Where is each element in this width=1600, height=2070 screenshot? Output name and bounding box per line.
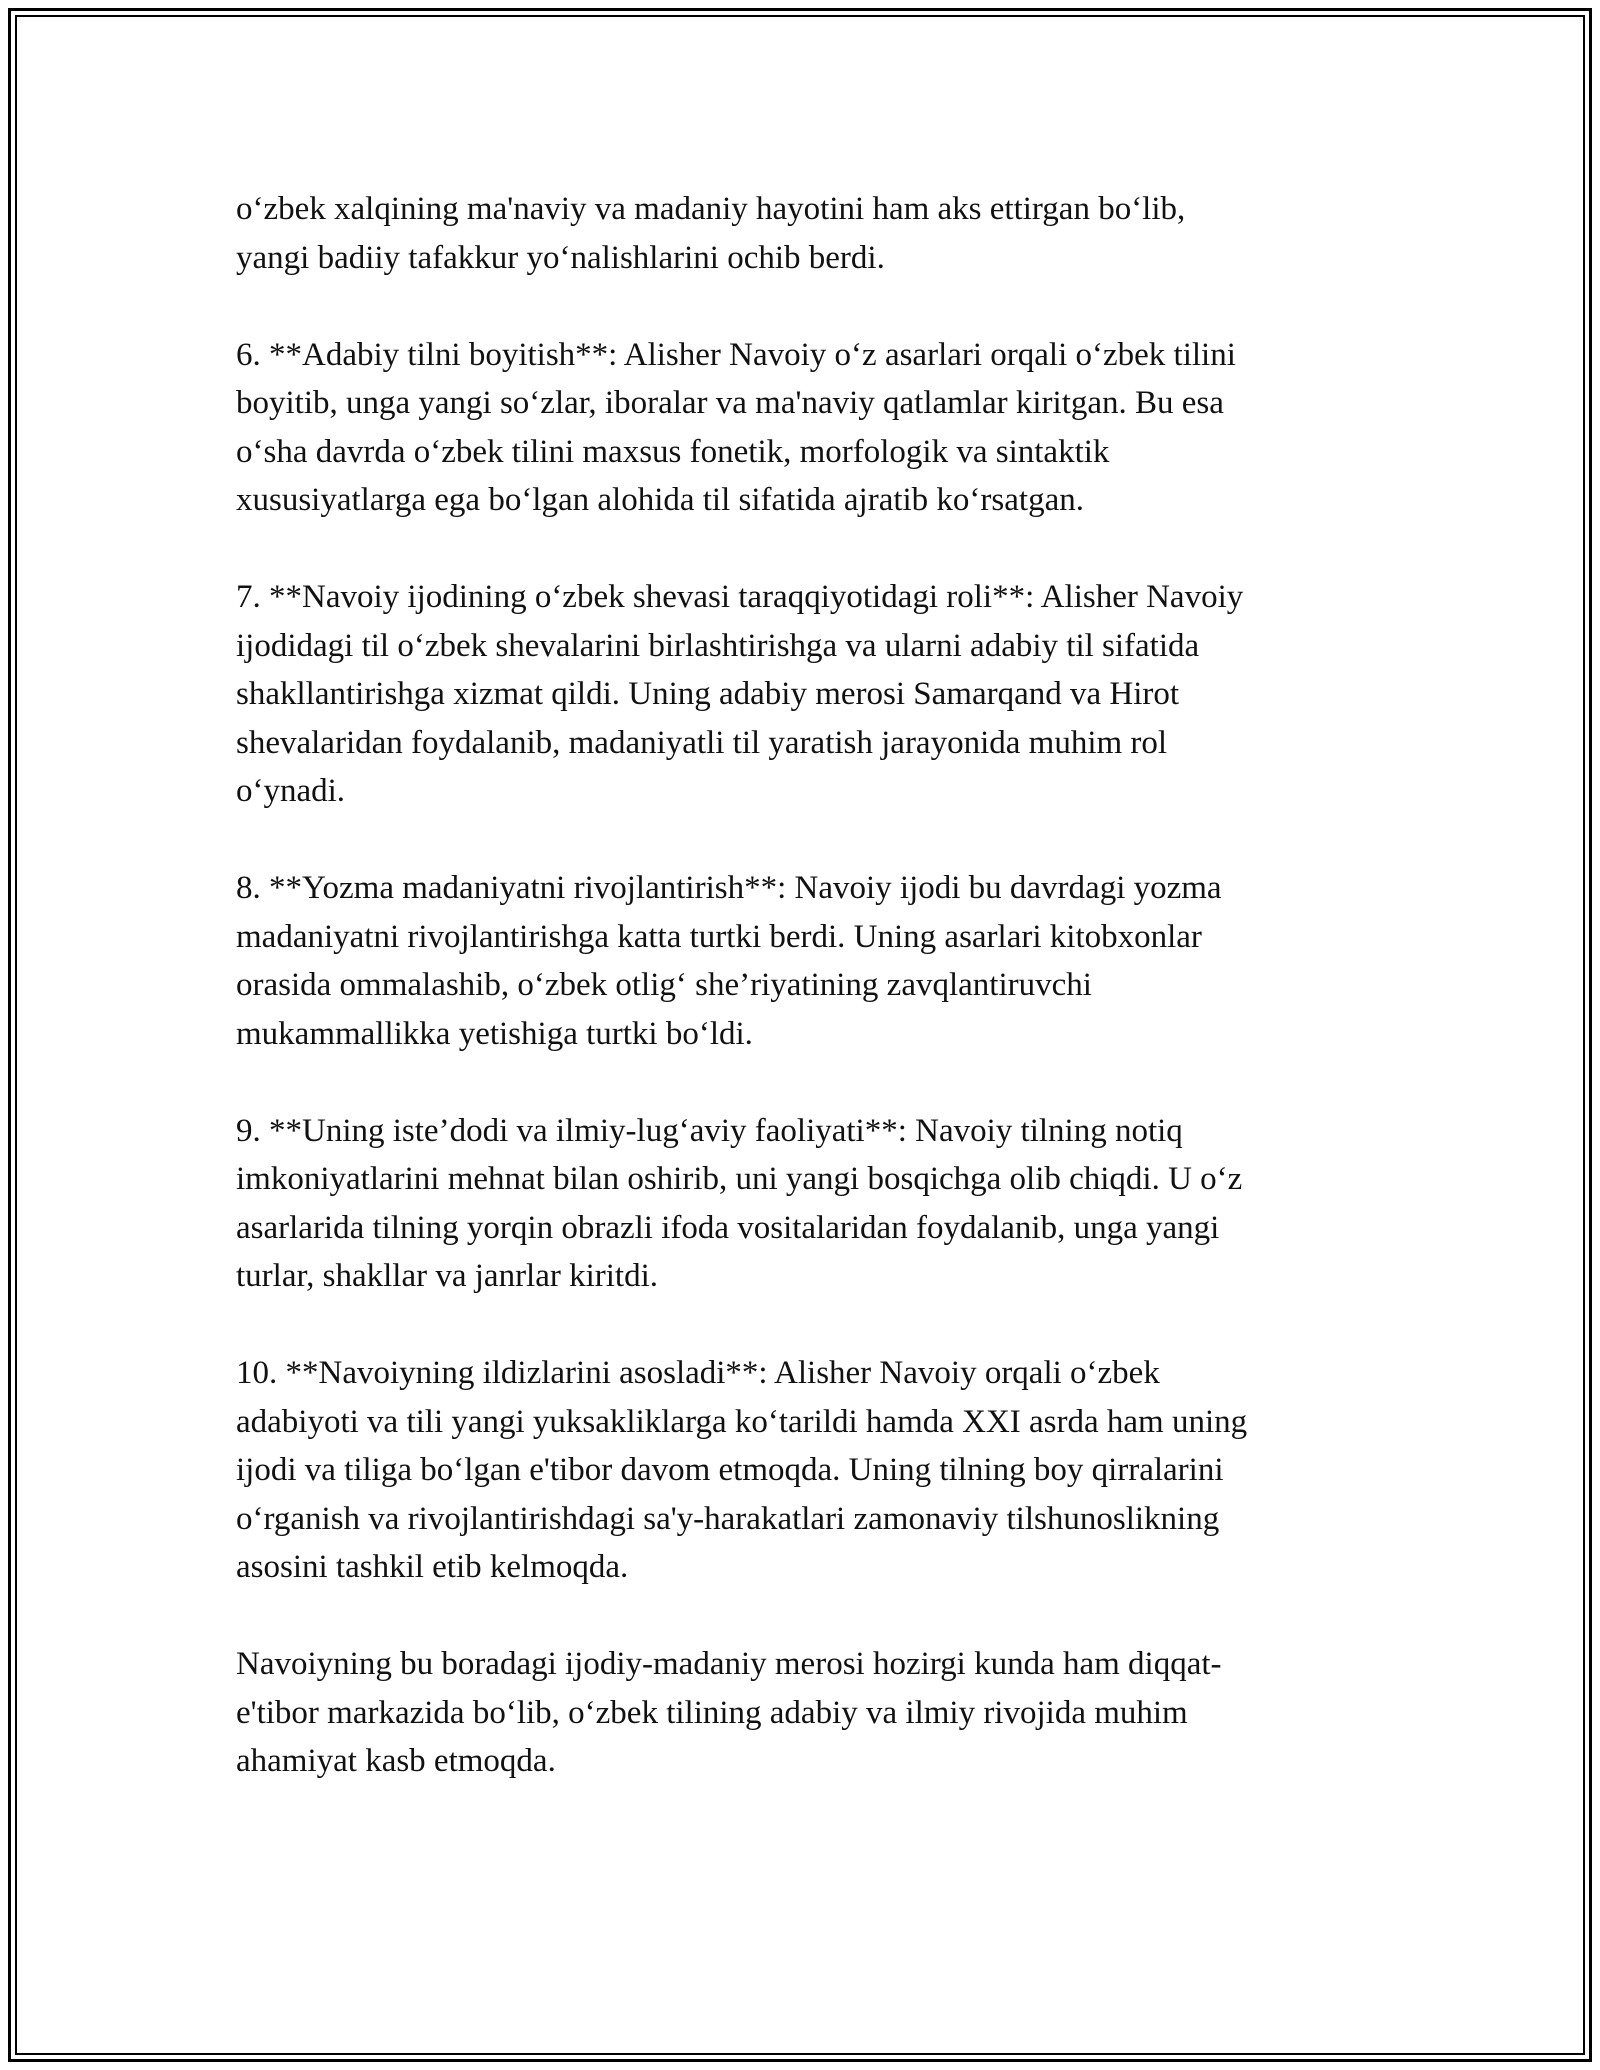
text-line: 9. **Uning iste’dodi va ilmiy-lug‘aviy faoliyati**: Navoiy tilning notiq [236,1112,1183,1149]
text-line: madaniyatni rivojlantirishga katta turtki berdi. Uning asarlari kitobxonlar [236,918,1202,955]
document-body [236,185,1386,1834]
text-line: 7. **Navoiy ijodining o‘zbek shevasi taraqqiyotidagi roli**: Alisher Navoiy [236,579,1244,615]
text-line: Navoiyning bu boradagi ijodiy-madaniy merosi hozirgi kunda ham diqqat- [236,1646,1222,1682]
paragraph [236,331,1386,525]
paragraph [236,185,1386,282]
paragraph [236,864,1386,1058]
text-line: o‘sha davrda o‘zbek tilini maxsus fonetik, morfologik va sintaktik [236,433,1110,470]
text-line: 10. **Navoiyning ildizlarini asosladi**: Alisher Navoiy orqali o‘zbek [236,1355,1160,1391]
text-line: orasida ommalashib, o‘zbek otlig‘ she’riyatining zavqlantiruvchi [236,967,1092,1003]
text-line: 8. **Yozma madaniyatni rivojlantirish**: Navoiy ijodi bu davrdagi yozma [236,870,1222,906]
text-line: o‘rganish va rivojlantirishdagi sa'y-harakatlari zamonaviy tilshunoslikning [236,1500,1220,1537]
text-line: o‘zbek xalqining ma'naviy va madaniy hayotini ham aks ettirgan bo‘lib, [236,191,1186,227]
text-line: shevalaridan foydalanib, madaniyatli til yaratish jarayonida muhim rol [236,724,1168,761]
text-line: asarlarida tilning yorqin obrazli ifoda vositalaridan foydalanib, unga yangi [236,1209,1220,1246]
text-line: ijodi va tiliga bo‘lgan e'tibor davom etmoqda. Uning tilning boy qirralarini [236,1452,1224,1488]
text-line: yangi badiiy tafakkur yo‘nalishlarini ochib berdi. [236,239,885,276]
text-line: ijodidagi til o‘zbek shevalarini birlashtirishga va ularni adabiy til sifatida [236,627,1200,664]
text-line: 6. **Adabiy tilni boyitish**: Alisher Navoiy o‘z asarlari orqali o‘zbek tilini [236,336,1236,373]
text-line: adabiyoti va tili yangi yuksakliklarga ko‘tarildi hamda XXI asrda ham uning [236,1403,1248,1440]
text-line: xususiyatlarga ega bo‘lgan alohida til sifatida ajratib ko‘rsatgan. [236,482,1084,518]
text-line: asosini tashkil etib kelmoqda. [236,1549,629,1585]
text-line: mukammallikka yetishiga turtki bo‘ldi. [236,1015,753,1052]
text-line: turlar, shakllar va janrlar kiritdi. [236,1258,659,1294]
text-line: boyitib, unga yangi so‘zlar, iboralar va ma'naviy qatlamlar kiritgan. Bu esa [236,385,1224,421]
paragraph [236,573,1386,816]
text-line: o‘ynadi. [236,773,346,809]
paragraph [236,1640,1386,1786]
text-line: e'tibor markazida bo‘lib, o‘zbek tilining adabiy va ilmiy rivojida muhim [236,1694,1188,1731]
text-line: shakllantirishga xizmat qildi. Uning adabiy merosi Samarqand va Hirot [236,676,1180,712]
text-line: imkoniyatlarini mehnat bilan oshirib, uni yangi bosqichga olib chiqdi. U o‘z [236,1161,1243,1197]
paragraph [236,1349,1386,1592]
paragraph [236,1107,1386,1301]
text-line: ahamiyat kasb etmoqda. [236,1743,556,1779]
